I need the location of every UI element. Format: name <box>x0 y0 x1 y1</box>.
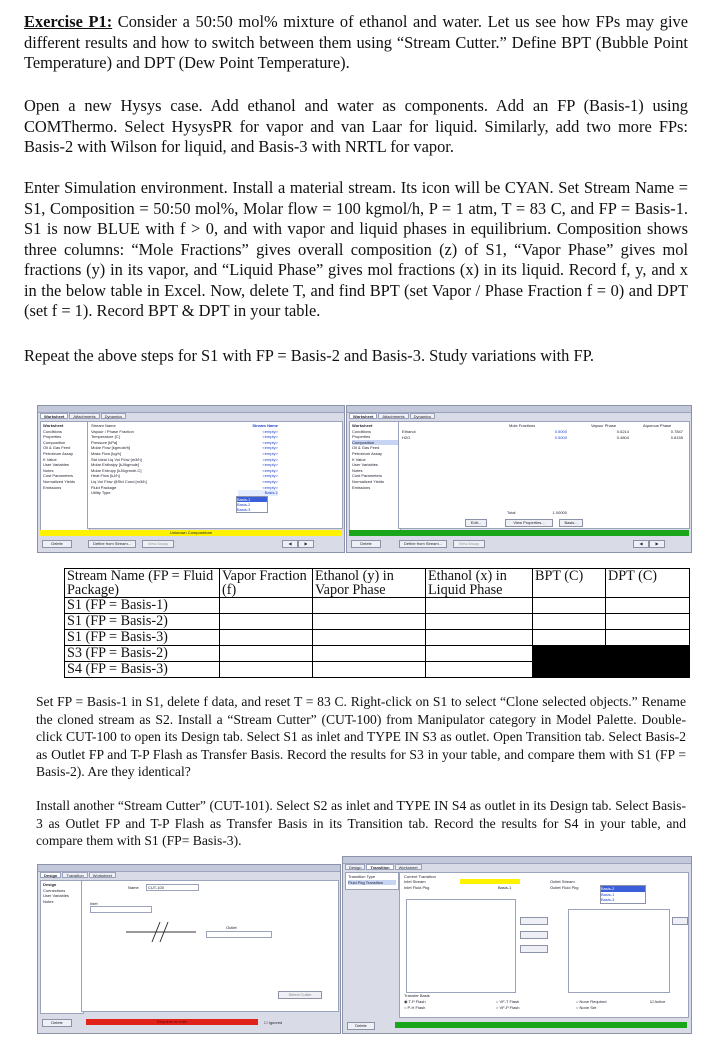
inlet-stream-label: Inlet Stream <box>404 879 426 884</box>
connections-pane <box>81 880 339 1012</box>
column-header: Stream Name <box>252 423 278 428</box>
field-value[interactable]: <empty> <box>262 450 278 456</box>
nav-item[interactable]: K Value <box>43 456 57 462</box>
field-value[interactable]: <empty> <box>262 462 278 468</box>
status-bar: Unknown Compositions <box>40 530 342 536</box>
field-label: Utility Type <box>91 490 111 496</box>
nav-item[interactable]: Oil & Gas Feed <box>43 445 71 451</box>
table-row <box>65 598 690 614</box>
dropdown-option[interactable]: Basis-3 <box>237 507 251 512</box>
row-label: S1 (FP = Basis-1) <box>65 598 220 614</box>
aqueous-values <box>661 429 683 440</box>
field-value[interactable]: <empty> <box>262 445 278 451</box>
nav-item[interactable]: Petroleum Assay <box>352 450 383 456</box>
vfp-flash-radio[interactable]: ○ VF-P Flash <box>496 1005 520 1010</box>
field-label: Pressure [kPa] <box>91 439 118 445</box>
nav-item[interactable]: Notes <box>352 467 363 473</box>
view-assay-button[interactable]: View Assay <box>453 540 485 548</box>
setup-paragraph: Open a new Hysys case. Add ethanol and water as components. Add an FP (Basis-1) using COMThermo. Select HysysPR for vapor and van Laar for liquid. Similarly, add two more FPs: Basis-2 with Wilson for liquid, and Basis-3 with NRTL for vapor. <box>24 96 688 156</box>
define-from-stream-button[interactable]: Define from Stream... <box>88 540 136 548</box>
edit-button[interactable]: Edit... <box>465 519 487 527</box>
composition-grid <box>398 421 690 529</box>
nav-item[interactable]: Properties <box>43 434 62 440</box>
tab-design[interactable]: Design <box>345 864 365 870</box>
nav-item[interactable]: Normalized Yields <box>43 478 76 484</box>
window-titlebar <box>38 865 340 872</box>
worksheet-nav <box>349 421 401 531</box>
tab-strip <box>40 872 116 878</box>
component-name: H2O <box>402 434 411 440</box>
component-name: Ethanol <box>402 429 416 434</box>
window-titlebar <box>38 406 344 413</box>
stream-conditions-screenshot <box>37 405 345 553</box>
previous-arrow-icon[interactable]: ◀ <box>282 540 298 548</box>
blacked-out-cell <box>533 646 606 662</box>
window-titlebar <box>343 857 691 864</box>
table-row <box>65 646 690 662</box>
inlet-components-list <box>406 899 516 993</box>
nav-item[interactable]: Emissions <box>352 484 371 490</box>
table-row <box>65 662 690 678</box>
outlet-stream-label: Outlet Stream <box>550 879 575 884</box>
nav-item[interactable]: Composition <box>43 439 66 445</box>
vft-flash-radio[interactable]: ○ VF-T Flash <box>496 999 520 1004</box>
header-bpt: BPT (C) <box>533 569 606 598</box>
field-label: Liq Vol Flow @Std Cond [m3/h] <box>91 478 147 484</box>
results-table <box>64 568 690 678</box>
field-value[interactable]: <empty> <box>262 467 278 473</box>
dropdown-option[interactable]: Basis-2 <box>601 886 645 892</box>
row-label: S1 (FP = Basis-2) <box>65 614 220 630</box>
nav-item[interactable]: Design <box>43 882 57 887</box>
intro-paragraph <box>24 12 688 74</box>
next-arrow-icon[interactable]: ▶ <box>649 540 665 548</box>
table-row <box>65 614 690 630</box>
tab-strip <box>345 864 422 870</box>
previous-arrow-icon[interactable]: ◀ <box>633 540 649 548</box>
nav-item[interactable]: Petroleum Assay <box>43 450 74 456</box>
view-button[interactable] <box>520 917 548 925</box>
nav-item[interactable]: K Value <box>352 456 366 462</box>
tab-dynamics[interactable]: Dynamics <box>101 413 127 419</box>
inlet-stream-field[interactable] <box>460 879 520 884</box>
view-properties-button[interactable]: View Properties... <box>505 519 553 527</box>
tab-transition[interactable]: Transition <box>366 864 393 870</box>
outlet-view-button[interactable] <box>672 917 688 925</box>
nav-item[interactable]: User Variables <box>43 462 69 468</box>
name-label: Name <box>128 885 139 890</box>
tab-worksheet[interactable]: Worksheet <box>40 413 68 419</box>
add-button[interactable] <box>520 931 548 939</box>
active-checkbox[interactable]: ☑ Active <box>650 999 666 1004</box>
exercise-label: Exercise P1: <box>24 12 113 31</box>
vft-flash-label: VF-T Flash <box>499 999 520 1004</box>
outlet-fluid-pkg-label: Outlet Fluid Pkg <box>550 885 579 890</box>
field-label: Temperature [C] <box>91 434 120 440</box>
simulation-paragraph: Enter Simulation environment. Install a material stream. Its icon will be CYAN. Set Stream Name = S1, Composition = 50:50 mol%, Molar flow = 100 kgmol/h, P = 1 atm, T = 83 C, and FP = Basis-1. S1 is now BLUE with f > 0, and with vapor and liquid phases in equilibrium. Composition shows three columns: “Mole Fractions” gives overall composition (z) of S1, “Vapor Phase” gives mol fractions (y) in its vapor, and “Liquid Phase” gives mol fractions (x) in its liquid. Record f, y, and x in the below table in Excel. Now, delete T, and find BPT (set Vapor / Phase Fraction f = 0) and DPT (set f = 1). Record BPT & DPT in your table. <box>24 178 688 320</box>
tab-strip <box>40 413 126 419</box>
next-arrow-icon[interactable]: ▶ <box>298 540 314 548</box>
field-value[interactable]: <empty> <box>262 484 278 490</box>
cutter-symbol-icon <box>122 916 202 946</box>
cutter-transition-screenshot <box>342 856 692 1034</box>
nav-item[interactable]: Connections <box>43 887 66 893</box>
nav-item[interactable]: User Variables <box>43 893 69 899</box>
field-label: Molar Enthalpy [kJ/kgmole] <box>91 462 140 468</box>
dropdown-option[interactable]: Basis-1 <box>601 891 615 897</box>
outlet-label: Outlet <box>226 925 237 930</box>
inlet-label: Inlet <box>90 901 98 906</box>
transition-nav <box>345 872 399 890</box>
header-dpt: DPT (C) <box>606 569 690 598</box>
ph-flash-radio[interactable]: ○ P-H Flash <box>404 1005 426 1010</box>
field-label: Vapour / Phase Fraction <box>91 428 134 434</box>
tab-design[interactable]: Design <box>40 872 61 878</box>
ignored-checkbox[interactable]: ☐ Ignored <box>264 1020 283 1025</box>
field-value[interactable]: <empty> <box>262 456 278 462</box>
delete-component-button[interactable] <box>520 945 548 953</box>
field-value[interactable]: <empty> <box>262 473 278 479</box>
status-bar-ok <box>349 530 689 536</box>
fluid-package-select[interactable]: Basis-1 <box>238 490 278 496</box>
tab-dynamics[interactable]: Dynamics <box>410 413 436 419</box>
nav-item[interactable]: Fluid Pkg Transition <box>348 880 396 886</box>
table-row <box>65 630 690 646</box>
field-value[interactable]: <empty> <box>262 478 278 484</box>
current-transition-label: Current Transition <box>404 874 436 879</box>
component-names <box>402 429 416 440</box>
mole-fraction-value[interactable]: 0.5000 <box>554 434 567 440</box>
vapour-values <box>607 429 629 440</box>
nav-item[interactable]: Conditions <box>43 428 62 434</box>
outlet-fluid-pkg-dropdown[interactable] <box>600 885 646 904</box>
aqueous-phase-header: Aqueous Phase <box>643 423 672 428</box>
field-values <box>238 423 278 496</box>
second-cutter-paragraph: Install another “Stream Cutter” (CUT-101). Select S2 as inlet and TYPE IN S4 as outlet in its Design tab. Select Basis-3 as Outlet FP and T-P Flash as Transfer Basis in its Transition tab. Record the results for S4 in your table, and compare them with S1 (FP= Basis-3). <box>36 798 686 848</box>
tp-flash-label: T-P Flash <box>408 999 426 1004</box>
tab-attachments[interactable]: Attachments <box>69 413 99 419</box>
row-label: S1 (FP = Basis-3) <box>65 630 220 646</box>
nav-item[interactable]: Oil & Gas Feed <box>352 445 380 451</box>
header-vapor-fraction: Vapor Fraction (f) <box>220 569 313 598</box>
view-assay-button[interactable]: View Assay <box>142 540 174 548</box>
worksheet-nav <box>40 421 90 531</box>
stream-cutter-paragraph: Set FP = Basis-1 in S1, delete f data, and reset T = 83 C. Right-click on S1 to select “Clone selected objects.” Rename the cloned stream as S2. Install a “Stream Cutter” (CUT-100) from Manipulator category in Model Palette. Double-click CUT-100 to open its Design tab. Select S1 as inlet and TYPE IN S3 as outlet. Open Transition tab. Select Basis-2 as Outlet FP and T-P Flash as Transfer Basis. Record the results for S3 in your table, and compare them with S1 (FP = Basis-2). Are they identical? <box>36 694 686 779</box>
none-required-label: None Required <box>579 999 607 1004</box>
aqueous-value: 0.7847 <box>670 429 683 434</box>
field-label: Molar Entropy [kJ/kgmole-C] <box>91 467 142 473</box>
none-set-label: None Set <box>579 1005 597 1010</box>
blacked-out-cell <box>533 662 606 678</box>
fluid-package-dropdown[interactable] <box>236 496 268 513</box>
header-stream-name: Stream Name (FP = Fluid Package) <box>65 569 220 598</box>
field-value[interactable]: <empty> <box>262 439 278 445</box>
name-input[interactable]: CUT-100 <box>146 884 199 891</box>
field-label: Mass Flow [kg/h] <box>91 450 122 456</box>
mole-fractions-header: Mole Fractions <box>509 423 536 428</box>
nav-item[interactable]: Notes <box>43 898 54 904</box>
blacked-out-cell <box>606 646 690 662</box>
mole-fraction-value[interactable]: 0.5000 <box>554 429 567 434</box>
delete-button[interactable]: Delete <box>42 540 72 548</box>
vapour-value: 0.6214 <box>616 429 629 434</box>
inlet-fluid-pkg-value: Basis-1 <box>498 885 512 890</box>
composition-screenshot <box>346 405 692 553</box>
define-from-stream-button[interactable]: Define from Stream... <box>399 540 447 548</box>
tab-worksheet[interactable]: Worksheet <box>349 413 377 419</box>
select-cutter-button[interactable]: Select Cutter <box>278 991 322 999</box>
field-label: Fluid Package <box>91 484 117 490</box>
nav-item[interactable]: Conditions <box>352 428 371 434</box>
vapour-value: 0.4804 <box>616 434 629 440</box>
row-label: S3 (FP = Basis-2) <box>65 646 220 662</box>
dropdown-option[interactable]: Basis-3 <box>601 897 615 903</box>
ph-flash-label: P-H Flash <box>407 1005 426 1010</box>
field-label: Molar Flow [kgmole/h] <box>91 445 131 451</box>
repeat-paragraph: Repeat the above steps for S1 with FP = Basis-2 and Basis-3. Study variations with FP. <box>24 346 594 365</box>
tab-strip <box>349 413 435 419</box>
vapour-phase-header: Vapour Phase <box>591 423 617 428</box>
nav-item[interactable]: Normalized Yields <box>352 478 385 484</box>
window-titlebar <box>347 406 691 413</box>
nav-item[interactable]: Cost Parameters <box>352 473 383 479</box>
nav-item[interactable]: Transition Type <box>348 874 376 879</box>
vfp-flash-label: VF-P Flash <box>499 1005 520 1010</box>
aqueous-value: 0.8155 <box>670 434 683 440</box>
none-required-radio[interactable]: ○ None Required <box>576 999 607 1004</box>
delete-button[interactable]: Delete <box>347 1022 375 1030</box>
dropdown-option[interactable]: Basis-2 <box>237 502 251 507</box>
transfer-basis-label: Transfer Basis <box>404 993 430 998</box>
tab-worksheet[interactable]: Worksheet <box>89 872 116 878</box>
delete-button[interactable]: Delete <box>42 1019 72 1027</box>
conditions-grid <box>87 421 343 529</box>
ignored-label: Ignored <box>268 1020 283 1025</box>
cutter-design-screenshot <box>37 864 341 1034</box>
header-ethanol-x: Ethanol (x) in Liquid Phase <box>426 569 533 598</box>
field-value[interactable]: <empty> <box>262 434 278 440</box>
inlet-fluid-pkg-label: Inlet Fluid Pkg <box>404 885 430 890</box>
tab-worksheet[interactable]: Worksheet <box>395 864 422 870</box>
outlet-components-list <box>568 909 670 993</box>
nav-item[interactable]: Worksheet <box>352 423 373 428</box>
nav-item[interactable]: User Variables <box>352 462 378 468</box>
status-bar-error: Requires an inlet <box>86 1019 258 1025</box>
table-header-row <box>65 569 690 598</box>
total-value: 1.00000 <box>552 510 567 515</box>
nav-item[interactable]: Composition <box>352 440 398 446</box>
delete-button[interactable]: Delete <box>351 540 381 548</box>
field-labels <box>91 423 186 496</box>
none-set-radio[interactable]: ○ None Set <box>576 1005 597 1010</box>
total-label: Total <box>507 510 516 515</box>
nav-item[interactable]: Properties <box>352 434 371 440</box>
transition-pane <box>399 872 689 1018</box>
row-label: S4 (FP = Basis-3) <box>65 662 220 678</box>
outlet-select[interactable] <box>206 931 272 938</box>
dropdown-option[interactable]: Basis-1 <box>237 497 267 502</box>
header-ethanol-y: Ethanol (y) in Vapor Phase <box>313 569 426 598</box>
nav-item[interactable]: Notes <box>43 467 54 473</box>
field-label: Heat Flow [kJ/h] <box>91 473 120 479</box>
design-nav <box>40 880 84 1014</box>
intro-text: Consider a 50:50 mol% mixture of ethanol and water. Let us see how FPs may give different results and how to switch between them using “Stream Cutter.” Define BPT (Bubble Point Temperature) and DPT (Dew Point Temperature). <box>24 12 688 72</box>
tp-flash-radio[interactable]: ◉ T-P Flash <box>404 999 426 1004</box>
basis-button[interactable]: Basis... <box>559 519 583 527</box>
blacked-out-cell <box>606 662 690 678</box>
status-bar-ok <box>395 1022 687 1028</box>
nav-item[interactable]: Worksheet <box>43 423 64 428</box>
tab-attachments[interactable]: Attachments <box>378 413 408 419</box>
nav-item[interactable]: Emissions <box>43 484 62 490</box>
active-label: Active <box>654 999 666 1004</box>
field-label: Std Ideal Liq Vol Flow [m3/h] <box>91 456 142 462</box>
tab-transition[interactable]: Transition <box>62 872 87 878</box>
inlet-select[interactable] <box>90 906 152 913</box>
field-value[interactable]: <empty> <box>262 428 278 434</box>
mole-fraction-values <box>545 429 567 440</box>
field-label: Stream Name <box>91 423 116 428</box>
nav-item[interactable]: Cost Parameters <box>43 473 74 479</box>
